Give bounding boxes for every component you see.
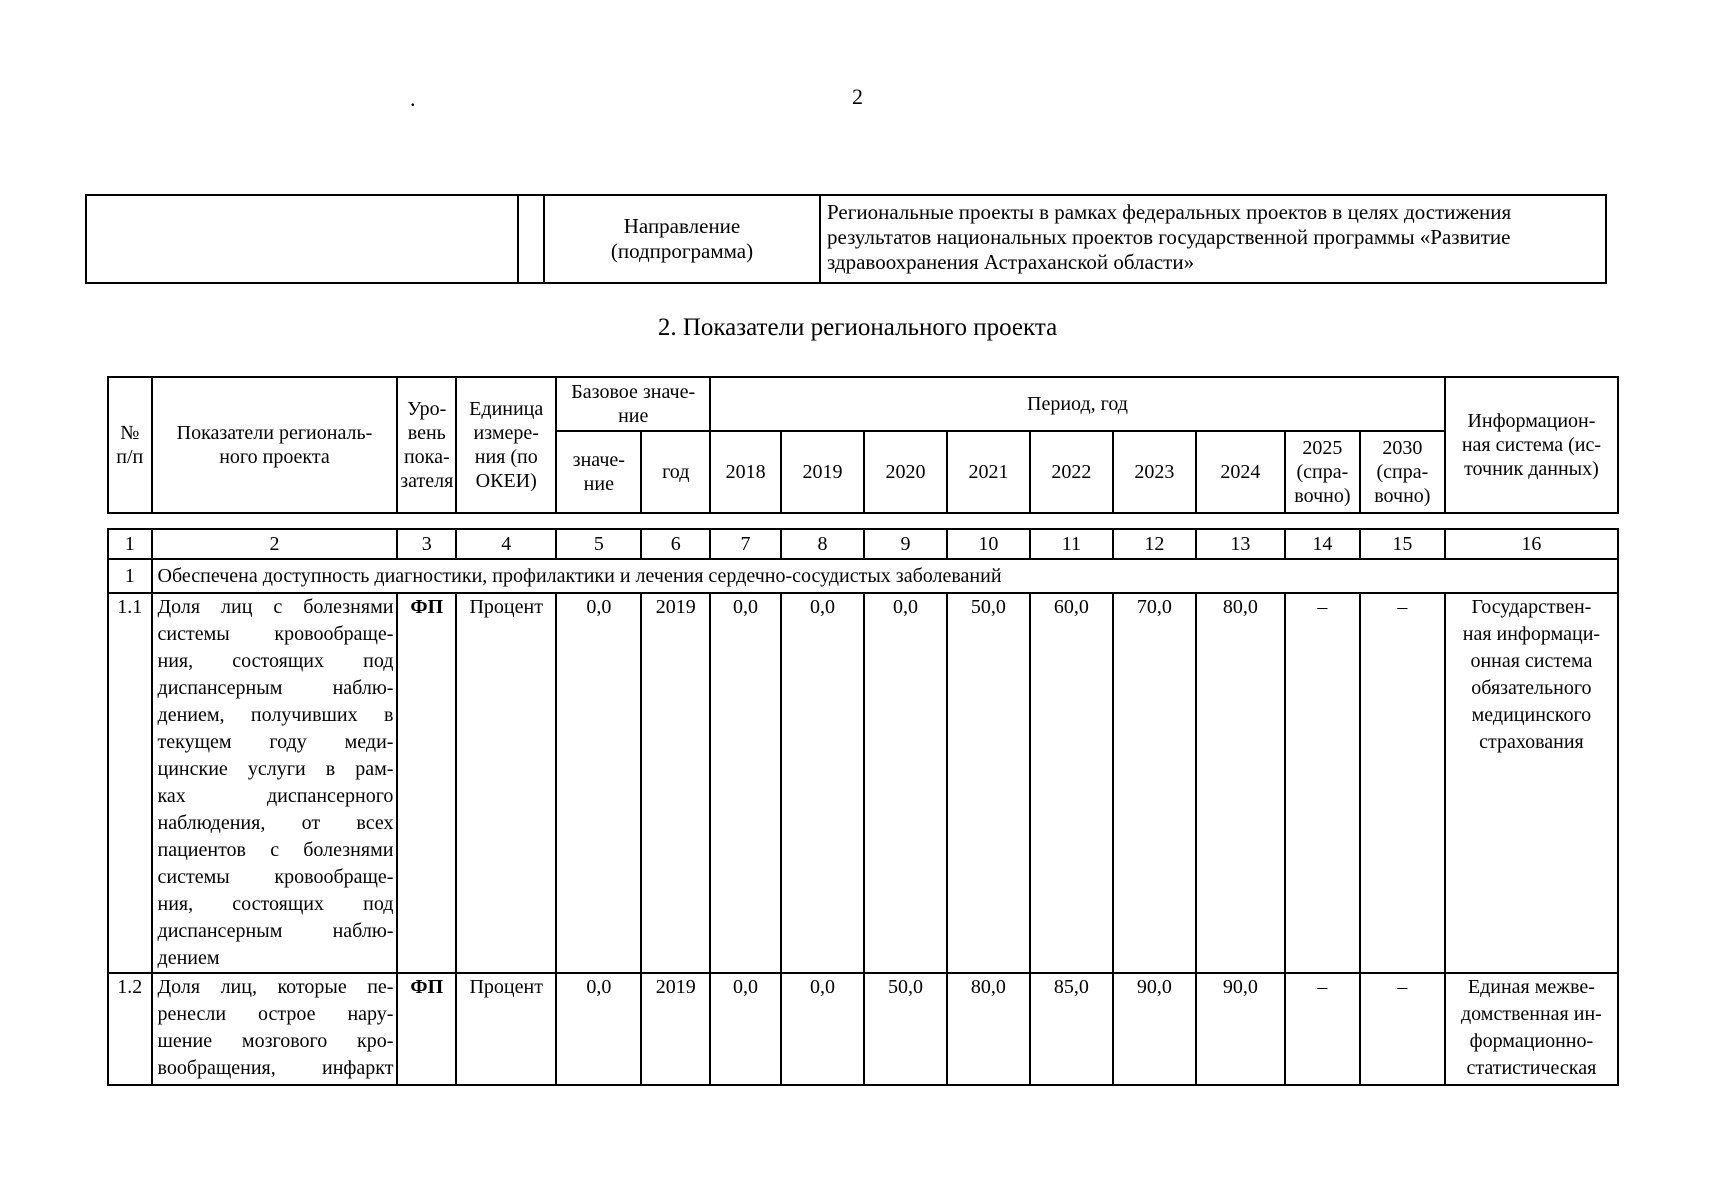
header-year-2019: 2019 <box>781 431 864 513</box>
row-value-2019: 0,0 <box>781 593 864 973</box>
header-base-year: год <box>641 431 710 513</box>
row-unit: Процент <box>456 593 556 973</box>
header-year-2030: 2030 (спра- вочно) <box>1360 431 1445 513</box>
column-number-row <box>108 529 1618 559</box>
row-name: Доля лиц с болезнями системы кровообраще- ния, состоящих под диспансерным наблю- дением, получивших в текущем году меди- цинские услуги в рам- ках диспансерного наблюдения, от всех пациентов с болезнями системы кровообраще- ния, состоящих под диспансерным наблю- дением <box>152 593 398 973</box>
header-year-2022: 2022 <box>1030 431 1113 513</box>
col-number: 3 <box>397 529 456 559</box>
header-level: Уро- вень пока- зателя <box>397 377 456 513</box>
row-value-2030: – <box>1360 593 1445 973</box>
section-text: Обеспечена доступность диагностики, профилактики и лечения сердечно-сосудистых заболеваний <box>152 559 1618 593</box>
section-title: 2. Показатели регионального проекта <box>657 314 1058 341</box>
row-level: ФП <box>397 973 456 1085</box>
stray-dot: . <box>410 86 416 111</box>
header-base-group: Базовое значе- ние <box>556 377 710 431</box>
col-number: 5 <box>556 529 641 559</box>
section-row <box>108 559 1618 593</box>
col-number: 11 <box>1030 529 1113 559</box>
header-year-2025: 2025 (спра- вочно) <box>1285 431 1360 513</box>
row-value-2018: 0,0 <box>710 593 781 973</box>
row-value-2025: – <box>1285 593 1360 973</box>
row-level: ФП <box>397 593 456 973</box>
col-number: 12 <box>1113 529 1196 559</box>
row-value-2021: 80,0 <box>947 973 1030 1085</box>
row-name: Доля лиц, которые пе- ренесли острое нару- шение мозгового кро- вообращения, инфаркт <box>152 973 398 1085</box>
row-source: Единая межве- домственная ин- формационно- статистическая <box>1445 973 1618 1085</box>
header-unit: Единица измере- ния (по ОКЕИ) <box>456 377 556 513</box>
col-number: 1 <box>108 529 152 559</box>
row-value-2025: – <box>1285 973 1360 1085</box>
col-number: 14 <box>1285 529 1360 559</box>
col-number: 15 <box>1360 529 1445 559</box>
section-num: 1 <box>108 559 152 593</box>
header-name: Показатели региональ- ного проекта <box>152 377 398 513</box>
row-value-2030: – <box>1360 973 1445 1085</box>
row-value-2020: 50,0 <box>864 973 947 1085</box>
table-row <box>108 593 1618 973</box>
row-value-2022: 85,0 <box>1030 973 1113 1085</box>
direction-label: Направление (подпрограмма) <box>544 195 820 283</box>
direction-table <box>85 194 1607 284</box>
row-base-year: 2019 <box>641 973 710 1085</box>
direction-narrow-cell <box>518 195 544 283</box>
header-year-2023: 2023 <box>1113 431 1196 513</box>
header-period-group: Период, год <box>710 377 1445 431</box>
col-number: 6 <box>641 529 710 559</box>
col-number: 4 <box>456 529 556 559</box>
row-num: 1.1 <box>108 593 152 973</box>
row-value-2020: 0,0 <box>864 593 947 973</box>
indicators-header <box>107 376 1619 514</box>
header-year-2021: 2021 <box>947 431 1030 513</box>
header-year-2018: 2018 <box>710 431 781 513</box>
row-value-2024: 90,0 <box>1196 973 1285 1085</box>
row-unit: Процент <box>456 973 556 1085</box>
col-number: 2 <box>152 529 398 559</box>
row-value-2022: 60,0 <box>1030 593 1113 973</box>
col-number: 9 <box>864 529 947 559</box>
header-base-value: значе- ние <box>556 431 641 513</box>
direction-empty-cell <box>86 195 518 283</box>
row-value-2024: 80,0 <box>1196 593 1285 973</box>
row-value-2023: 70,0 <box>1113 593 1196 973</box>
header-num: № п/п <box>108 377 152 513</box>
col-number: 8 <box>781 529 864 559</box>
row-value-2019: 0,0 <box>781 973 864 1085</box>
header-source: Информацион- ная система (ис- точник данных) <box>1445 377 1618 513</box>
row-value-2021: 50,0 <box>947 593 1030 973</box>
row-base-value: 0,0 <box>556 973 641 1085</box>
col-number: 10 <box>947 529 1030 559</box>
col-number: 13 <box>1196 529 1285 559</box>
header-year-2020: 2020 <box>864 431 947 513</box>
header-year-2024: 2024 <box>1196 431 1285 513</box>
row-value-2023: 90,0 <box>1113 973 1196 1085</box>
col-number: 7 <box>710 529 781 559</box>
indicators-table <box>107 528 1619 1086</box>
col-number: 16 <box>1445 529 1618 559</box>
row-num: 1.2 <box>108 973 152 1085</box>
direction-text: Региональные проекты в рамках федеральных проектов в целях достижения результатов национальных проектов государственной программы «Развитие здравоохранения Астраханской области» <box>820 195 1606 283</box>
row-base-year: 2019 <box>641 593 710 973</box>
row-source: Государствен- ная информаци- онная система обязательного медицинского страхования <box>1445 593 1618 973</box>
page-number: 2 <box>852 84 863 109</box>
table-row <box>108 973 1618 1085</box>
row-value-2018: 0,0 <box>710 973 781 1085</box>
row-base-value: 0,0 <box>556 593 641 973</box>
